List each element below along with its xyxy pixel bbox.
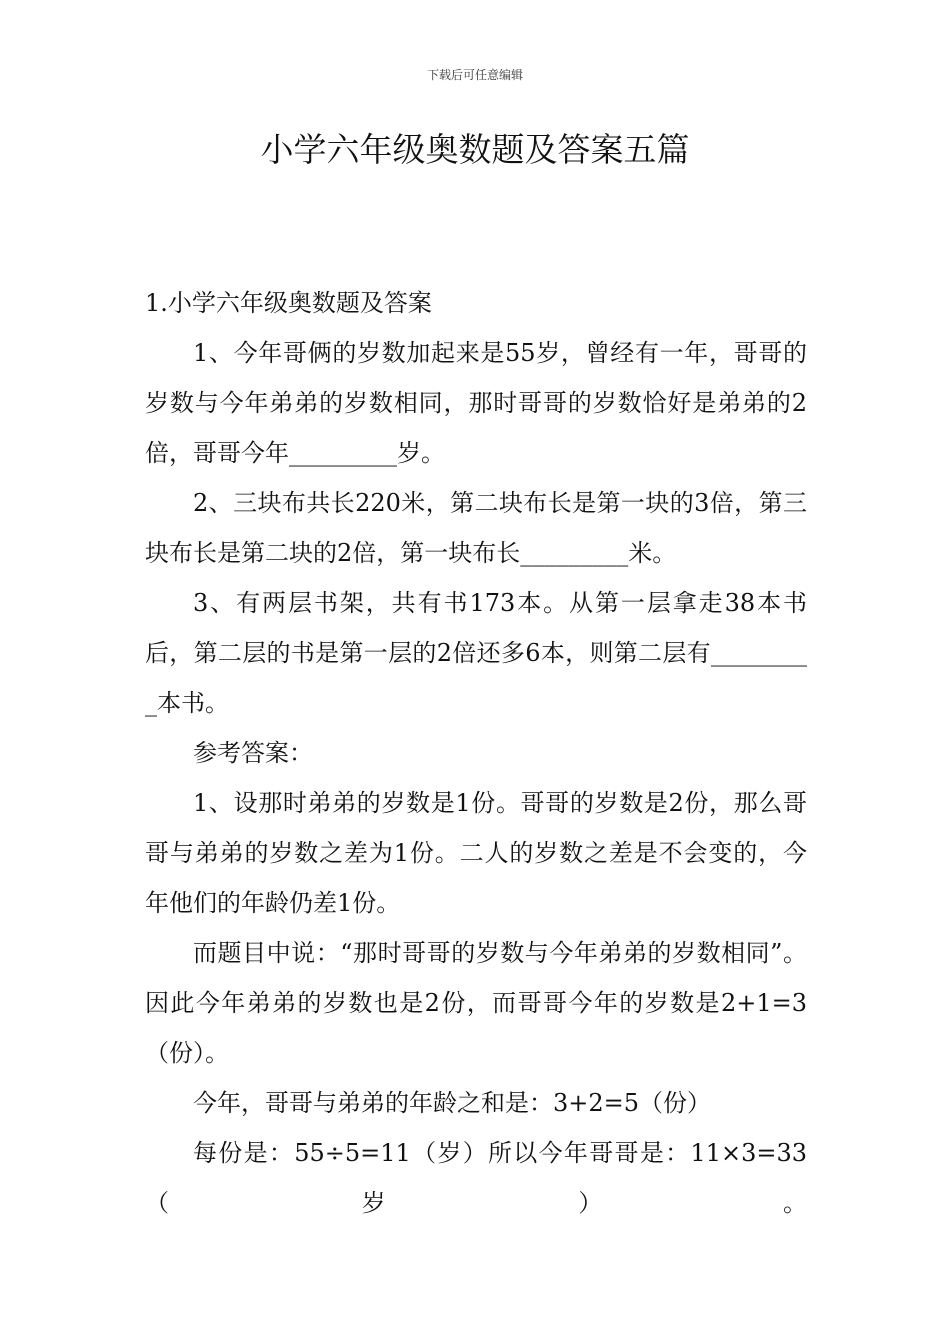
question-2: 2、三块布共长220米，第二块布长是第一块的3倍，第三块布长是第二块的2倍，第一块布长_________米。 [145,489,807,567]
answers-heading: 参考答案： [193,739,313,767]
question-1: 1、今年哥俩的岁数加起来是55岁，曾经有一年，哥哥的岁数与今年弟弟的岁数相同，那时哥哥的岁数恰好是弟弟的2倍，哥哥今年_________岁。 [145,339,807,467]
section-heading: 1.小学六年级奥数题及答案 [145,289,432,317]
answer-1-part-3: 今年，哥哥与弟弟的年龄之和是：3+2=5（份） [193,1089,712,1117]
answer-1-part-2: 而题目中说：“那时哥哥的岁数与今年弟弟的岁数相同”。因此今年弟弟的岁数也是2份，而哥哥今年的岁数是2+1=3（份）。 [145,939,807,1067]
header-note: 下载后可任意编辑 [426,68,523,82]
answer-1-part-1: 1、设那时弟弟的岁数是1份。哥哥的岁数是2份，那么哥哥与弟弟的岁数之差为1份。二人的岁数之差是不会变的，今年他们的年龄仍差1份。 [145,789,807,917]
document-title: 小学六年级奥数题及答案五篇 [260,130,690,169]
answer-1-part-4: 每份是：55÷5=11（岁）所以今年哥哥是：11×3=33（岁）。 [145,1139,807,1217]
document-body [145,278,807,1228]
question-3: 3、有两层书架，共有书173本。从第一层拿走38本书后，第二层的书是第一层的2倍还多6本，则第二层有_________本书。 [145,589,807,717]
